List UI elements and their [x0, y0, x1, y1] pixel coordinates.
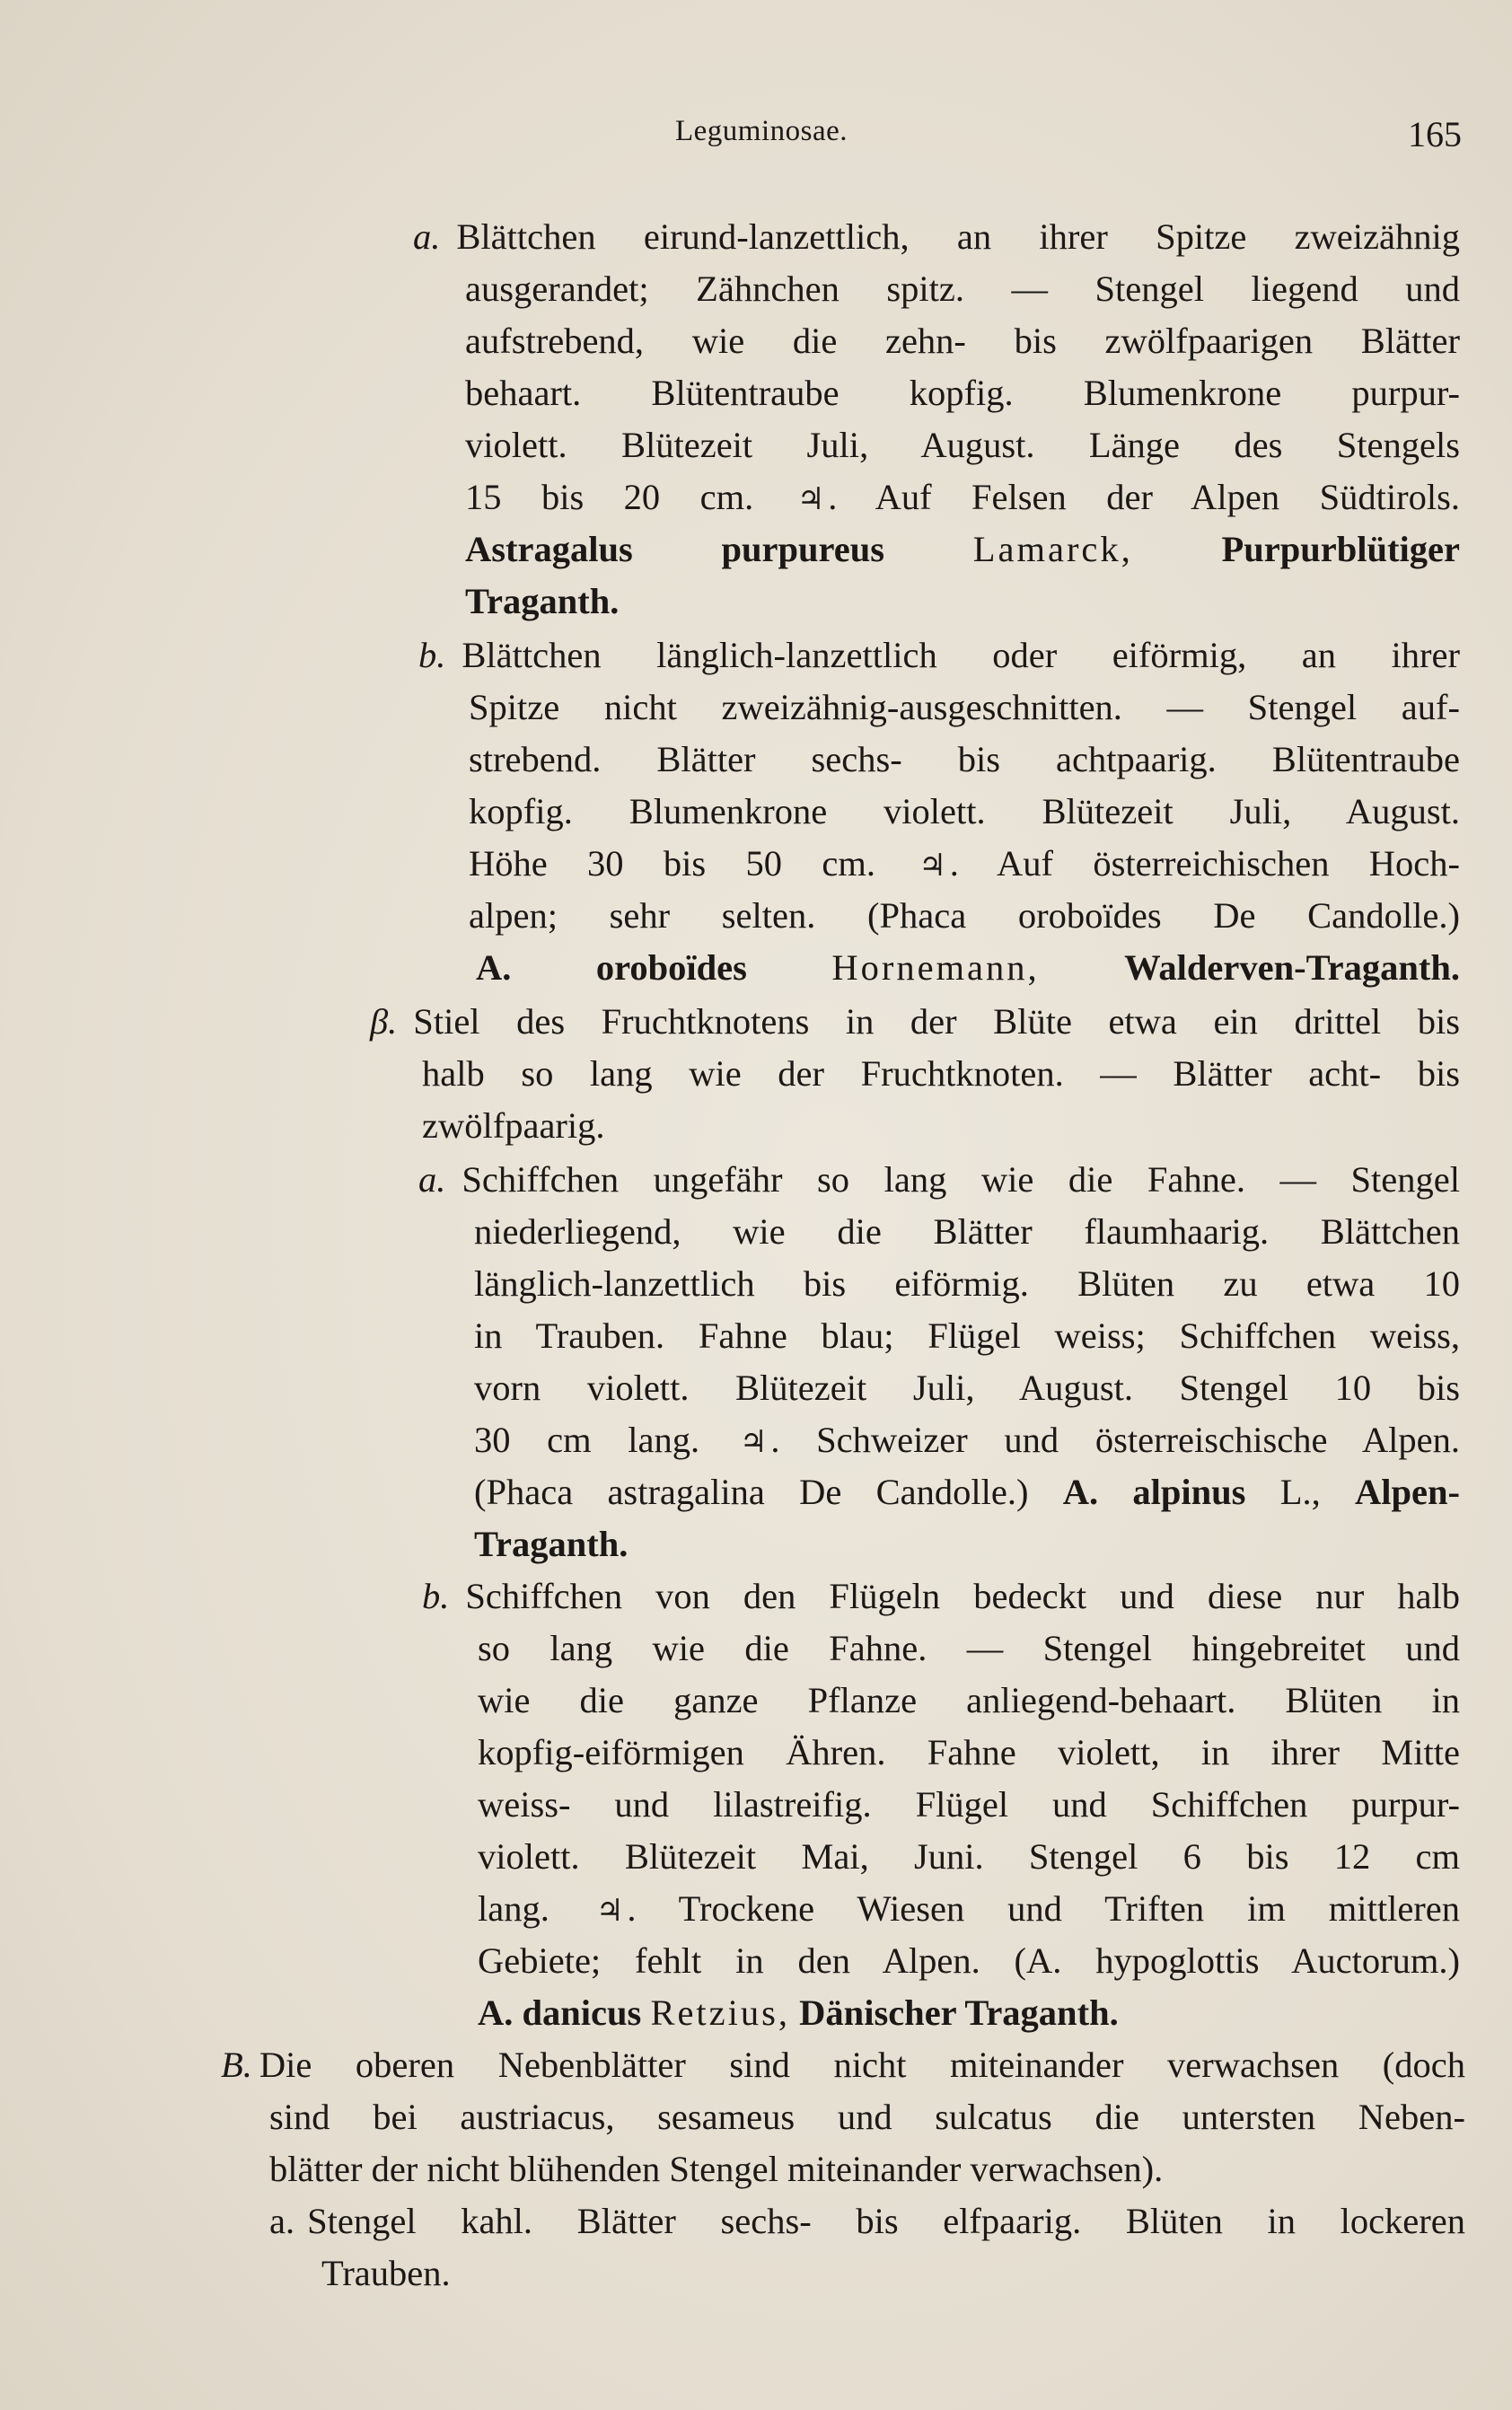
- entry-a1-line-1: a. Blättchen eirund-lanzettlich, an ihrer Spitze zweizähnig: [413, 216, 1460, 257]
- entry-a1-line-4: behaart. Blütentraube kopfig. Blumenkrone purpur-: [465, 373, 1460, 413]
- entry-a2-line-3: länglich-lanzettlich bis eiförmig. Blüten zu etwa 10: [474, 1263, 1460, 1304]
- entry-Ba-line-2: Trauben.: [321, 2253, 451, 2293]
- common-name: Alpen-: [1354, 1472, 1460, 1512]
- common-name: Walderven-Traganth.: [1124, 947, 1461, 988]
- species-name: Astragalus purpureus: [465, 529, 885, 569]
- perennial-symbol: ♃: [919, 849, 946, 883]
- entry-Ba-line-1: a. Stengel kahl. Blätter sechs- bis elfpaarig. Blüten in lockeren: [269, 2201, 1465, 2241]
- entry-b1-line-4: kopfig. Blumenkrone violett. Blütezeit Juli, August.: [469, 791, 1460, 831]
- entry-B-line-1: B. Die oberen Nebenblätter sind nicht miteinander verwachsen (doch: [221, 2045, 1465, 2085]
- running-header: [675, 115, 1462, 165]
- species-name: A. danicus: [478, 1992, 642, 2033]
- entry-B-line-3: blätter der nicht blühenden Stengel miteinander verwachsen).: [269, 2149, 1164, 2189]
- item-marker: β.: [370, 1001, 398, 1042]
- entry-a1-line-2: ausgerandet; Zähnchen spitz. — Stengel liegend und: [465, 268, 1460, 309]
- item-marker: b.: [422, 1576, 450, 1616]
- entry-a2-line-1: a. Schiffchen ungefähr so lang wie die Fahne. — Stengel: [418, 1159, 1460, 1200]
- running-title: Leguminosae.: [675, 115, 848, 147]
- entry-a1-species-line: [465, 524, 1460, 575]
- species-name: A. alpinus: [1062, 1472, 1246, 1512]
- entry-a1-line-5: violett. Blütezeit Juli, August. Länge des Stengels: [465, 425, 1460, 465]
- species-author: Lamarck,: [972, 529, 1133, 569]
- entry-b2-line-8: Gebiete; fehlt in den Alpen. (A. hypoglottis Auctorum.): [478, 1940, 1460, 1981]
- item-marker: b.: [418, 635, 446, 675]
- entry-b1-line-6: alpen; sehr selten. (Phaca oroboïdes De Candolle.): [469, 895, 1460, 936]
- item-marker: B.: [221, 2045, 252, 2085]
- entry-b2-line-6: violett. Blütezeit Mai, Juni. Stengel 6 bis 12 cm: [478, 1836, 1460, 1877]
- species-author: Hornemann,: [831, 947, 1040, 988]
- entry-b2-line-5: weiss- und lilastreifig. Flügel und Schiffchen purpur-: [478, 1784, 1460, 1825]
- item-marker: a.: [418, 1159, 446, 1200]
- perennial-symbol: ♃: [739, 1426, 768, 1459]
- entry-a1-line-3: aufstrebend, wie die zehn- bis zwölfpaarigen Blätter: [465, 321, 1460, 361]
- species-author: Retzius,: [650, 1992, 791, 2033]
- entry-b1-line-5: Höhe 30 bis 50 cm. ♃. Auf österreichischen Hoch-: [469, 843, 1461, 884]
- common-name: Purpurblütiger: [1221, 529, 1460, 569]
- entry-beta-line-3: zwölfpaarig.: [422, 1105, 605, 1146]
- entry-b1-line-2: Spitze nicht zweizähnig-ausgeschnitten. — Stengel auf-: [469, 687, 1460, 727]
- entry-beta-line-2: halb so lang wie der Fruchtknoten. — Blätter acht- bis: [422, 1053, 1460, 1094]
- common-name: Dänischer Traganth.: [799, 1992, 1119, 2033]
- entry-a2-line-2: niederliegend, wie die Blätter flaumhaarig. Blättchen: [474, 1211, 1460, 1252]
- entry-beta-line-1: β. Stiel des Fruchtknotens in der Blüte etwa ein drittel bis: [370, 1001, 1460, 1042]
- entry-a2-line-6: 30 cm lang. ♃. Schweizer und österreischische Alpen.: [474, 1420, 1460, 1460]
- entry-b1-line-1: b. Blättchen länglich-lanzettlich oder eiförmig, an ihrer: [418, 635, 1460, 675]
- entry-b1-species-line: [476, 943, 1460, 993]
- entry-a1-common-name-cont: Traganth.: [465, 581, 620, 621]
- entry-b2-line-4: kopfig-eiförmigen Ähren. Fahne violett, in ihrer Mitte: [478, 1732, 1460, 1772]
- entry-a2-common-name-cont: Traganth.: [474, 1524, 629, 1564]
- species-name: A. oroboïdes: [476, 947, 747, 988]
- page-number: 165: [1408, 114, 1462, 154]
- perennial-symbol: ♃: [595, 1895, 624, 1928]
- item-marker: a.: [413, 216, 441, 257]
- entry-b2-species-line: [478, 1988, 1119, 2038]
- entry-B-line-2: sind bei austriacus, sesameus und sulcatus die untersten Neben-: [269, 2097, 1465, 2137]
- entry-a1-line-6: 15 bis 20 cm. ♃. Auf Felsen der Alpen Südtirols.: [465, 477, 1460, 517]
- entry-b2-line-2: so lang wie die Fahne. — Stengel hingebreitet und: [478, 1628, 1460, 1668]
- species-author: L.,: [1279, 1472, 1321, 1512]
- entry-b1-line-3: strebend. Blätter sechs- bis achtpaarig. Blütentraube: [469, 739, 1460, 779]
- entry-a2-line-4: in Trauben. Fahne blau; Flügel weiss; Schiffchen weiss,: [474, 1315, 1460, 1356]
- item-marker: a.: [269, 2201, 295, 2241]
- entry-a2-species-line: (Phaca astragalina De Candolle.) A. alpinus L., Alpen-: [474, 1472, 1460, 1512]
- entry-b2-line-7: lang. ♃. Trockene Wiesen und Triften im mittleren: [478, 1888, 1461, 1929]
- entry-b2-line-1: b. Schiffchen von den Flügeln bedeckt und diese nur halb: [422, 1576, 1460, 1616]
- entry-a2-line-5: vorn violett. Blütezeit Juli, August. Stengel 10 bis: [474, 1368, 1460, 1408]
- entry-b2-line-3: wie die ganze Pflanze anliegend-behaart. Blüten in: [478, 1680, 1460, 1720]
- perennial-symbol: ♃: [796, 483, 825, 516]
